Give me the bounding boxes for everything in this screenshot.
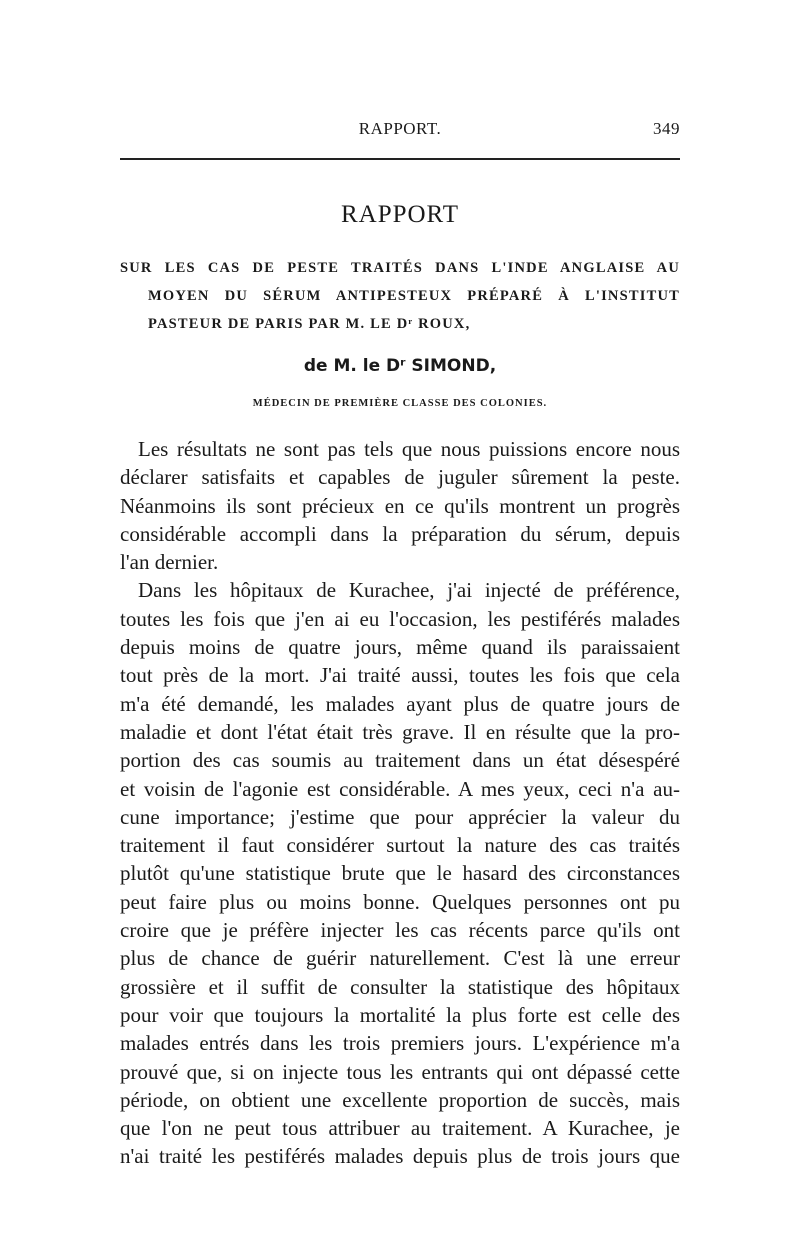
text-line: depuis moins de quatre jours, même quand ils paraissaient	[120, 635, 680, 660]
text-line: malades entrés dans les trois premiers jours. L'expérience m'a	[120, 1031, 680, 1056]
author-affiliation: MÉDECIN DE PREMIÈRE CLASSE DES COLONIES.	[252, 398, 548, 409]
text-line: que l'on ne peut tous attribuer au traitement. A Kurachee, je	[120, 1116, 680, 1141]
text-line: cune importance; j'estime que pour apprécier la valeur du	[120, 804, 680, 829]
text-line: portion des cas soumis au traitement dans un état désespéré	[120, 748, 680, 773]
text-line: et voisin de l'agonie est considérable. A mes yeux, ceci n'a au-	[120, 776, 680, 801]
article-author: de M. le Dʳ SIMOND,	[303, 356, 497, 376]
running-header	[120, 119, 680, 141]
text-line: maladie et dont l'état était très grave. Il en résulte que la pro-	[120, 719, 680, 744]
paragraph-1	[120, 435, 680, 576]
page-number: 349	[653, 119, 680, 138]
text-line: grossière et il suffit de consulter la statistique des hôpitaux	[120, 974, 680, 999]
running-title: RAPPORT.	[358, 119, 442, 138]
text-line: m'a été demandé, les malades ayant plus de quatre jours de	[120, 691, 680, 716]
subtitle-line: SUR LES CAS DE PESTE TRAITÉS DANS L'INDE ANGLAISE AU	[120, 260, 680, 276]
subtitle-line: PASTEUR DE PARIS PAR M. LE Dʳ ROUX,	[148, 316, 471, 332]
text-line: plus de chance de guérir naturellement. C'est là une erreur	[120, 946, 680, 971]
article-title: RAPPORT	[340, 201, 460, 228]
book-page	[120, 0, 680, 1245]
text-line: pour voir que toujours la mortalité la plus forte est celle des	[120, 1002, 680, 1027]
article-subtitle	[120, 254, 680, 338]
text-line: l'an dernier.	[120, 550, 219, 575]
text-line: peut faire plus ou moins bonne. Quelques personnes ont pu	[120, 889, 680, 914]
text-line: plutôt qu'une statistique brute que le hasard des circonstances	[120, 861, 680, 886]
text-line: Les résultats ne sont pas tels que nous puissions encore nous	[138, 437, 680, 461]
text-line: prouvé que, si on injecte tous les entrants qui ont dépassé cette	[120, 1059, 680, 1084]
paragraph-2	[120, 576, 680, 1170]
text-line: croire que je préfère injecter les cas récents parce qu'ils ont	[120, 918, 680, 943]
header-rule	[120, 158, 680, 160]
text-line: tout près de la mort. J'ai traité aussi, toutes les fois que cela	[120, 663, 680, 688]
text-line: Dans les hôpitaux de Kurachee, j'ai injecté de préférence,	[138, 578, 680, 603]
article-body	[120, 435, 680, 1171]
text-line: considérable accompli dans la préparation du sérum, depuis	[120, 521, 680, 546]
text-line: toutes les fois que j'en ai eu l'occasion, les pestiférés malades	[120, 606, 680, 631]
text-line: période, on obtient une excellente proportion de succès, mais	[120, 1087, 680, 1112]
text-line: n'ai traité les pestiférés malades depuis plus de trois jours que	[120, 1144, 680, 1169]
text-line: déclarer satisfaits et capables de juguler sûrement la peste.	[120, 465, 680, 490]
text-line: traitement il faut considérer surtout la nature des cas traités	[120, 833, 680, 858]
subtitle-line: MOYEN DU SÉRUM ANTIPESTEUX PRÉPARÉ À L'INSTITUT	[148, 288, 680, 304]
text-line: Néanmoins ils sont précieux en ce qu'ils montrent un progrès	[120, 493, 680, 518]
